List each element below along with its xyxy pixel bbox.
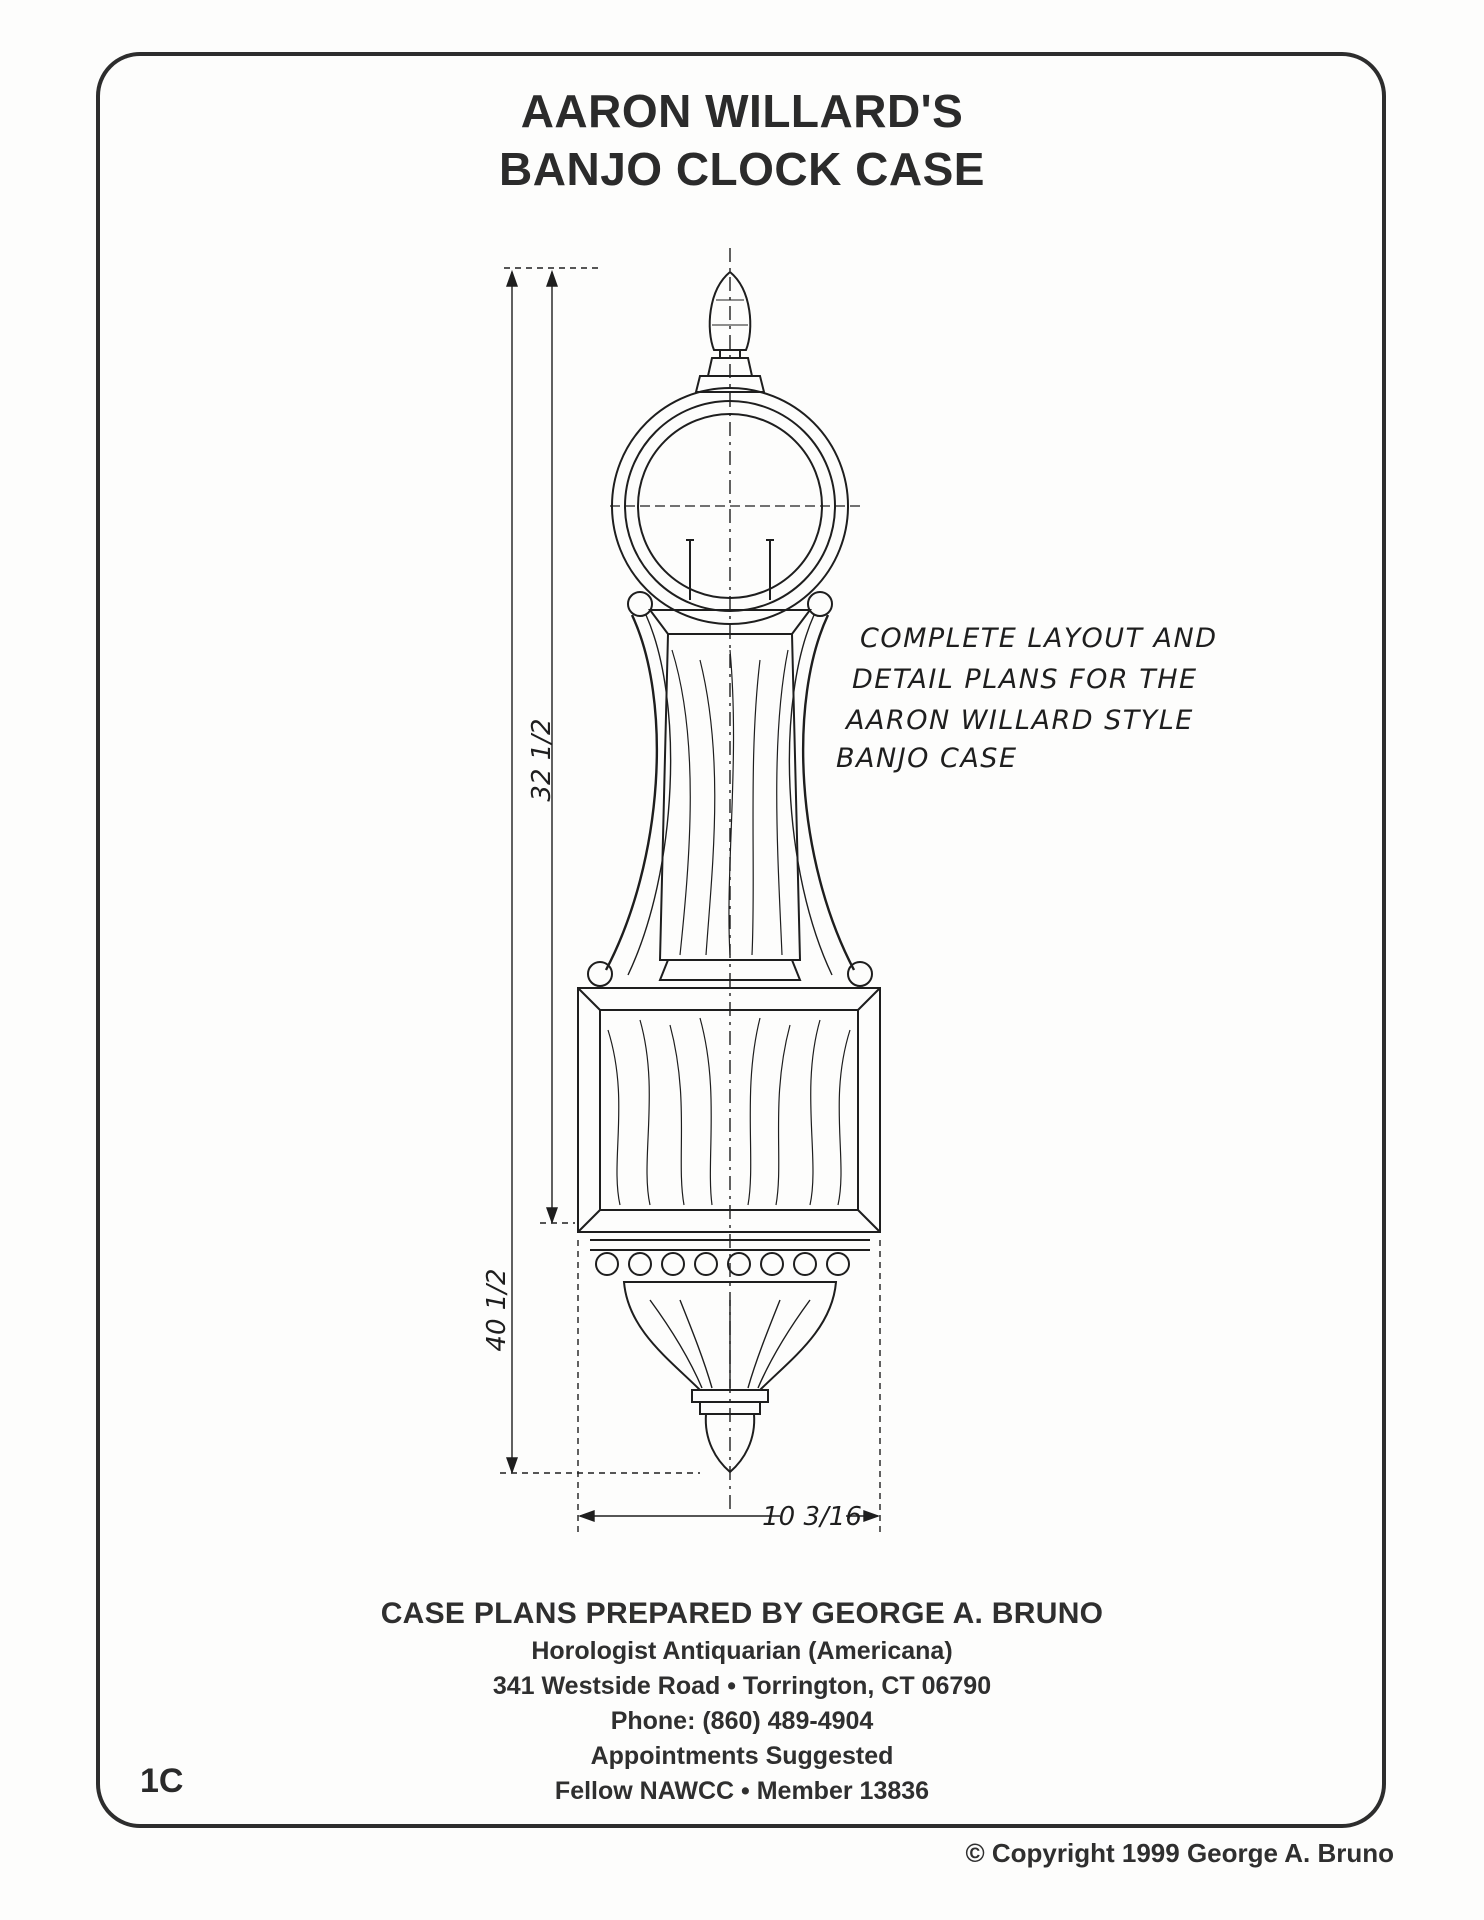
credits-line: Appointments Suggested	[590, 1742, 894, 1770]
credits-lead: CASE PLANS PREPARED BY GEORGE A. BRUNO	[380, 1597, 1104, 1630]
page-id: 1C	[140, 1762, 184, 1800]
title-line-1: AARON WILLARD'S	[520, 85, 964, 137]
annotation-line-1: COMPLETE LAYOUT AND	[860, 623, 1218, 654]
credits-line: 341 Westside Road • Torrington, CT 06790	[492, 1672, 992, 1700]
credits-line: Phone: (860) 489-4904	[610, 1707, 874, 1735]
height-overall-label: 40 1/2	[482, 1268, 512, 1352]
annotation-line-4: BANJO CASE	[836, 743, 1018, 774]
dial-bezel	[610, 388, 860, 624]
title-line-2: BANJO CLOCK CASE	[499, 143, 985, 195]
annotation-line-3: AARON WILLARD STYLE	[846, 705, 1194, 736]
lower-box	[578, 988, 880, 1232]
credits-line: Fellow NAWCC • Member 13836	[554, 1777, 930, 1805]
height-inner-label: 32 1/2	[527, 718, 557, 802]
credits-line: Horologist Antiquarian (Americana)	[531, 1637, 953, 1665]
copyright: © Copyright 1999 George A. Bruno	[965, 1838, 1394, 1868]
credits-block	[0, 1594, 1484, 1809]
width-label: 10 3/16	[762, 1502, 862, 1532]
annotation-line-2: DETAIL PLANS FOR THE	[852, 664, 1198, 695]
annotation-block	[836, 623, 1218, 774]
